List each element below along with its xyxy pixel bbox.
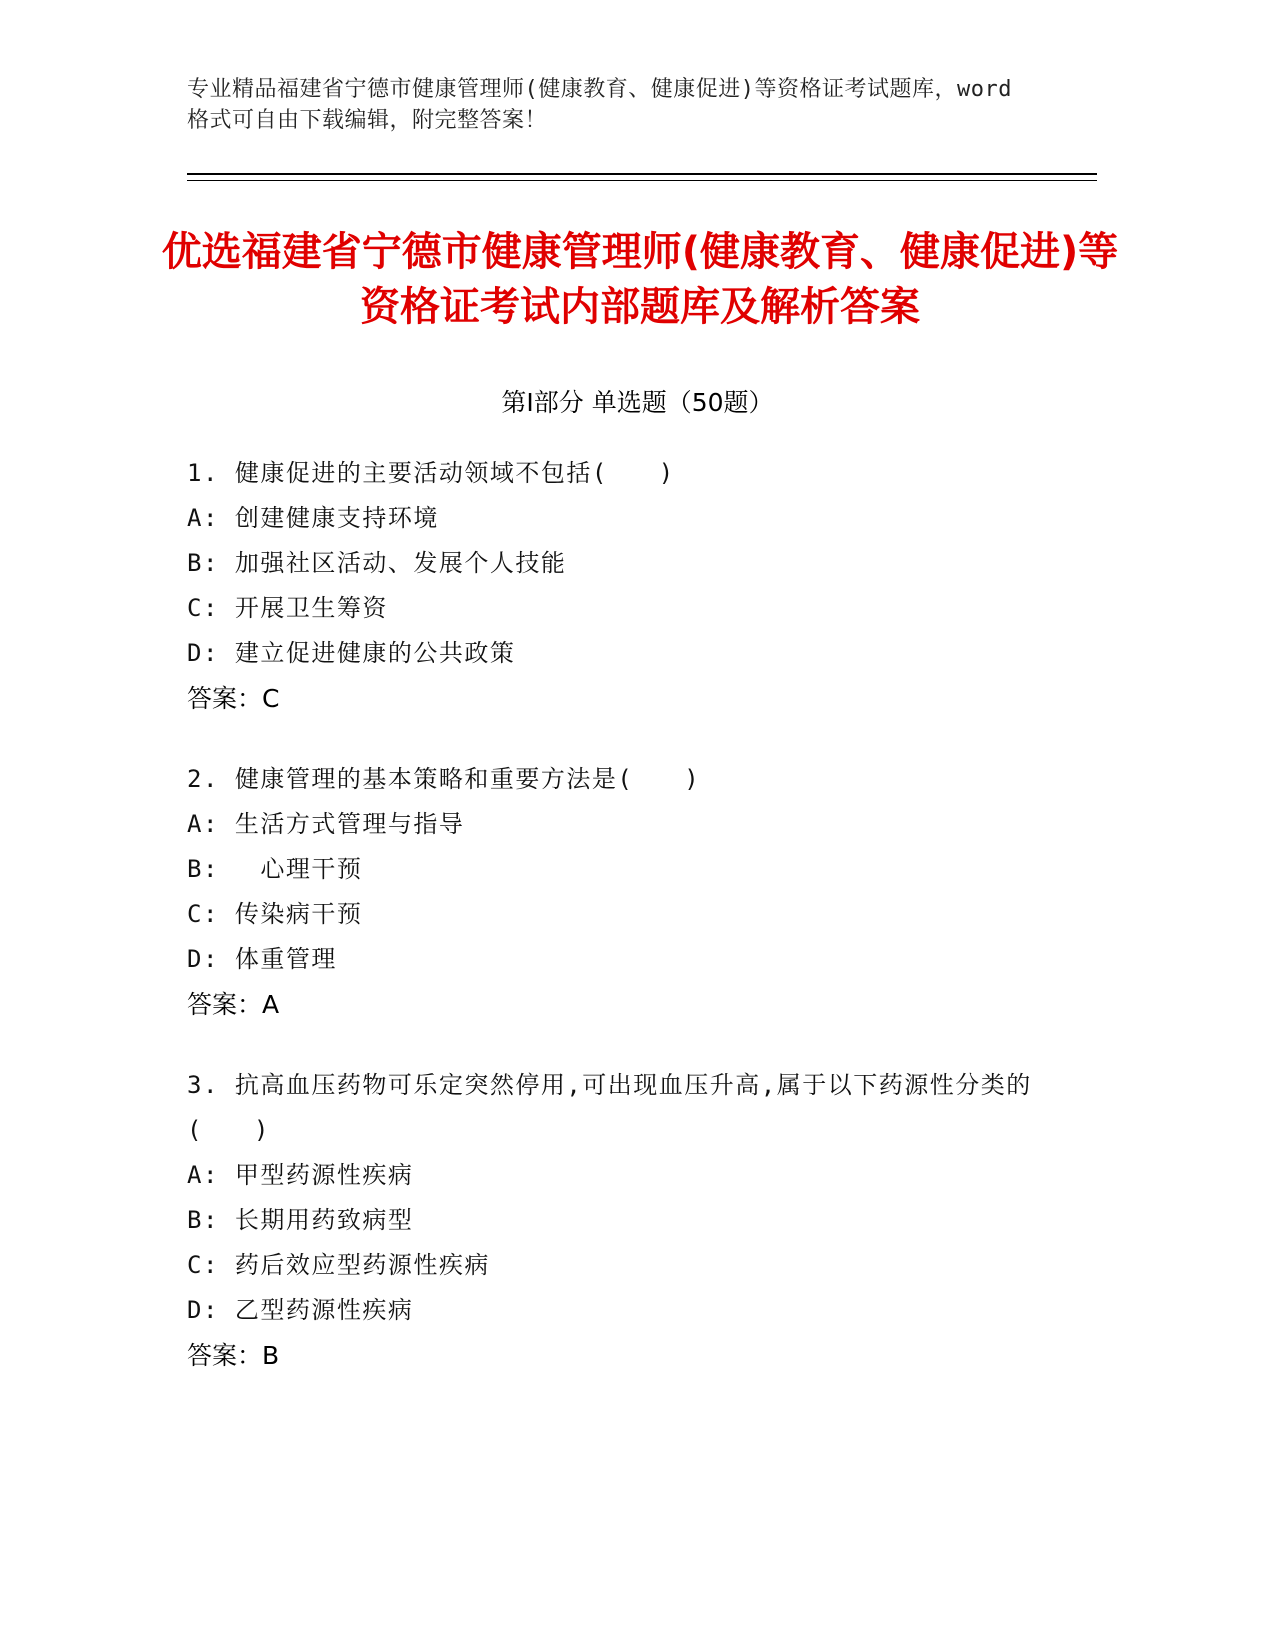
answer-label: 答案：B: [187, 1341, 280, 1370]
question-stem: 1. 健康促进的主要活动领域不包括( ): [187, 459, 675, 487]
answer-label: 答案：A: [187, 990, 280, 1019]
option-d: D: 体重管理: [187, 945, 337, 973]
question-stem: 2. 健康管理的基本策略和重要方法是( ): [187, 765, 701, 793]
answer-label: 答案：C: [187, 684, 280, 713]
option-c: C: 传染病干预: [187, 900, 363, 928]
header-divider-thin: [187, 180, 1097, 181]
header-note-line-2: 格式可自由下载编辑，附完整答案！: [187, 108, 548, 133]
question-block: [187, 451, 1087, 721]
document-title: 优选福建省宁德市健康管理师(健康教育、健康促进)等资格证考试内部题库及解析答案: [161, 229, 1119, 330]
header-note: [187, 74, 1097, 136]
option-c: C: 开展卫生筹资: [187, 594, 388, 622]
question-block: [187, 1063, 1057, 1378]
option-a: A: 甲型药源性疾病: [187, 1161, 414, 1189]
option-b: B: 加强社区活动、发展个人技能: [187, 549, 567, 577]
option-d: D: 建立促进健康的公共政策: [187, 639, 516, 667]
option-b: B: 心理干预: [187, 855, 363, 883]
option-a: A: 创建健康支持环境: [187, 504, 439, 532]
header-divider-thick: [187, 173, 1097, 175]
section-title: 第Ⅰ部分 单选题（50题）: [501, 388, 774, 417]
question-stem: 3. 抗高血压药物可乐定突然停用,可出现血压升高,属于以下药源性分类的( ): [187, 1071, 1032, 1144]
header-note-line-1: 专业精品福建省宁德市健康管理师(健康教育、健康促进)等资格证考试题库，word: [187, 77, 1012, 102]
option-b: B: 长期用药致病型: [187, 1206, 414, 1234]
option-a: A: 生活方式管理与指导: [187, 810, 465, 838]
question-block: [187, 757, 1087, 1027]
option-d: D: 乙型药源性疾病: [187, 1296, 414, 1324]
option-c: C: 药后效应型药源性疾病: [187, 1251, 490, 1279]
